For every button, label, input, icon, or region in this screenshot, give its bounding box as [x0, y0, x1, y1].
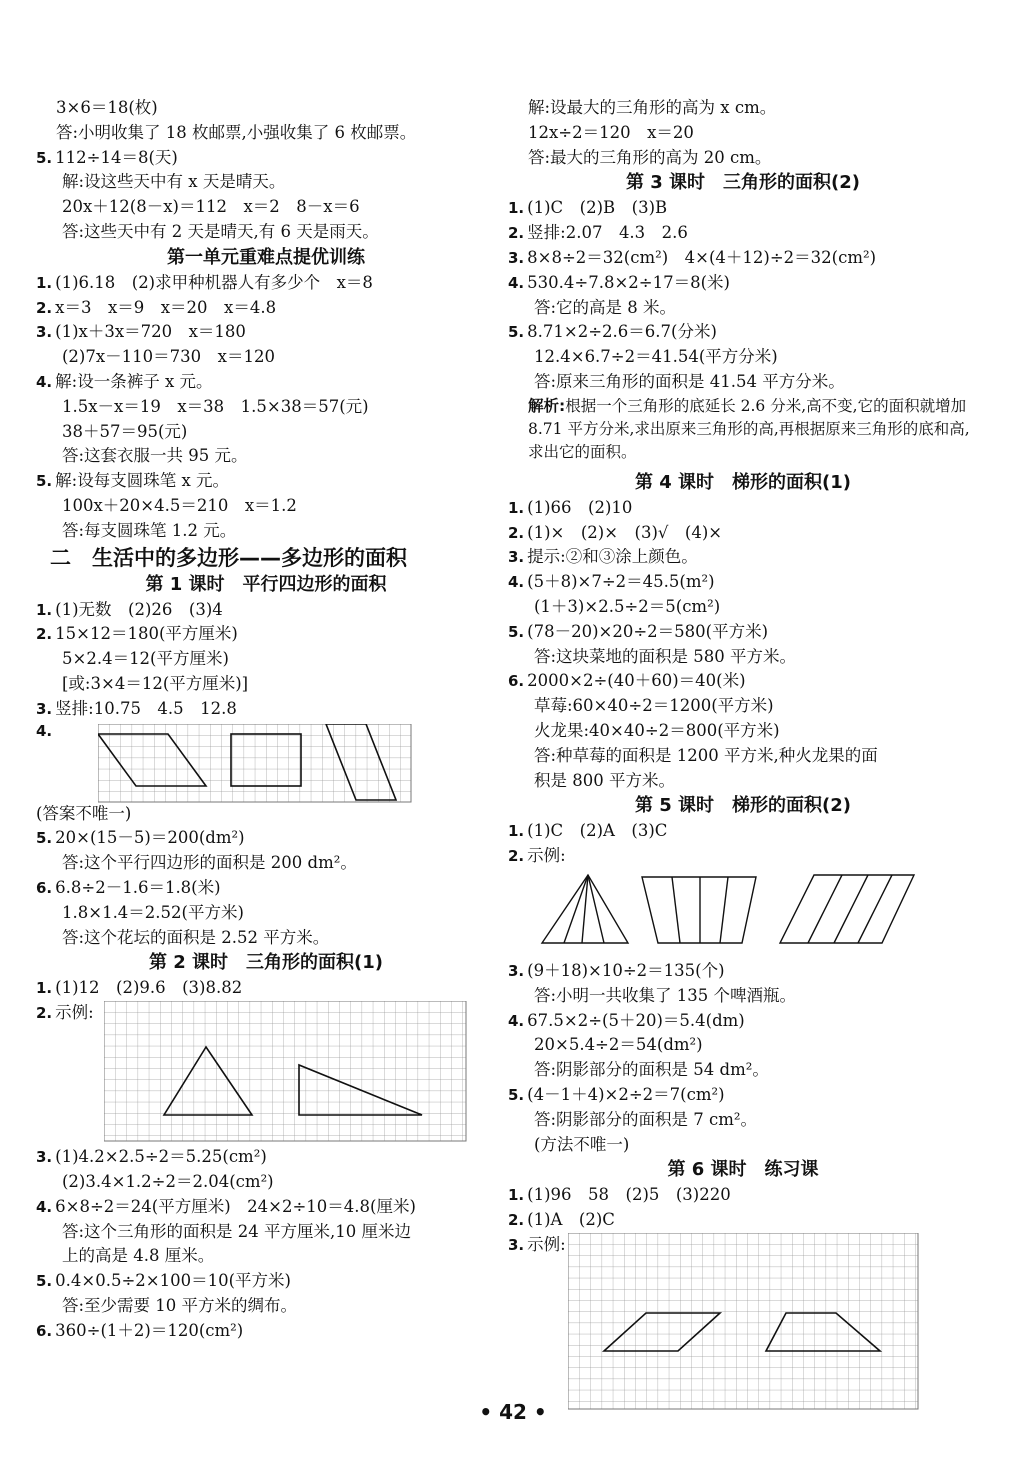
chapter-heading: 二 生活中的多边形——多边形的面积 [50, 545, 407, 570]
text-line: (方法不唯一) [534, 1134, 630, 1154]
text-line: 12x÷2＝120 x＝20 [528, 122, 694, 142]
triangle-grid-figure [104, 1001, 468, 1143]
question-number: 3. [508, 961, 525, 980]
text-line: 12.4×6.7÷2＝41.54(平方分米) [534, 347, 778, 367]
question-number: 6. [36, 1321, 53, 1340]
question-number: 4. [36, 721, 53, 740]
text-line: (1)4.2×2.5÷2＝5.25(cm²) [55, 1147, 267, 1167]
text-line: (1)C (2)A (3)C [527, 821, 668, 841]
text-line: (答案不唯一) [36, 803, 132, 823]
question-number: 4. [508, 273, 525, 292]
question-number: 4. [36, 1197, 53, 1216]
text-line: (1＋3)×2.5÷2＝5(cm²) [534, 596, 721, 616]
text-line: 答:这些天中有 2 天是晴天,有 6 天是雨天。 [62, 221, 379, 241]
text-line: 100x＋20×4.5＝210 x＝1.2 [62, 495, 297, 515]
text-line: (1)x＋3x＝720 x＝180 [55, 322, 246, 342]
text-line: 示例: [527, 1234, 566, 1254]
question-number: 5. [36, 829, 53, 848]
text-line: 1.5x－x＝19 x＝38 1.5×38＝57(元) [62, 396, 369, 416]
text-line: 112÷14＝8(天) [55, 147, 178, 167]
text-line: 草莓:60×40÷2＝1200(平方米) [534, 696, 774, 716]
text-line: 20x＋12(8－x)＝112 x＝2 8－x＝6 [62, 197, 360, 217]
question-number: 5. [36, 1272, 53, 1291]
text-line: 答:小明收集了 18 枚邮票,小强收集了 6 枚邮票。 [56, 122, 417, 142]
text-line: (1)A (2)C [527, 1210, 615, 1230]
text-line: (5＋8)×7÷2＝45.5(m²) [527, 572, 715, 592]
question-number: 5. [508, 1085, 525, 1104]
text-line: [或:3×4＝12(平方厘米)] [62, 673, 249, 693]
question-number: 6. [36, 878, 53, 897]
text-line: 15×12＝180(平方厘米) [55, 624, 238, 644]
question-number: 2. [36, 625, 53, 644]
section-heading: 第 1 课时 平行四边形的面积 [145, 573, 387, 595]
text-line: (2)3.4×1.2÷2＝2.04(cm²) [62, 1171, 274, 1191]
text-line: 提示:②和③涂上颜色。 [527, 547, 698, 567]
question-number: 1. [36, 979, 53, 998]
question-number: 5. [508, 323, 525, 342]
question-number: 3. [36, 1148, 53, 1167]
section-heading: 第 5 课时 梯形的面积(2) [634, 795, 852, 817]
text-line: 6×8÷2＝24(平方厘米) 24×2÷10＝4.8(厘米) [55, 1196, 416, 1216]
question-number: 3. [508, 548, 525, 567]
text-line: 竖排:10.75 4.5 12.8 [55, 698, 237, 718]
trapezoid-division-figure [508, 871, 978, 959]
text-line: 67.5×2÷(5＋20)＝5.4(dm) [527, 1010, 745, 1030]
text-line: 上的高是 4.8 厘米。 [62, 1246, 215, 1266]
text-line: 1.8×1.4＝2.52(平方米) [62, 902, 244, 922]
text-line: 答:小明一共收集了 135 个啤酒瓶。 [534, 985, 797, 1005]
question-number: 4. [508, 573, 525, 592]
question-number: 3. [36, 699, 53, 718]
text-line: 答:阴影部分的面积是 7 cm²。 [534, 1109, 758, 1129]
text-line: 答:阴影部分的面积是 54 dm²。 [534, 1060, 769, 1080]
text-line: (1)无数 (2)26 (3)4 [55, 599, 223, 619]
text-line: (1)96 58 (2)5 (3)220 [527, 1185, 731, 1205]
text-line: (78－20)×20÷2＝580(平方米) [527, 621, 769, 641]
section-heading: 第 2 课时 三角形的面积(1) [148, 952, 384, 974]
analysis-paragraph [508, 395, 978, 464]
text-line: 8×8÷2＝32(cm²) 4×(4＋12)÷2＝32(cm²) [527, 247, 877, 267]
text-line: 0.4×0.5÷2×100＝10(平方米) [55, 1271, 291, 1291]
section-heading: 第 3 课时 三角形的面积(2) [625, 172, 861, 194]
text-line: 答:这个三角形的面积是 24 平方厘米,10 厘米边 [62, 1221, 412, 1241]
question-number: 1. [36, 600, 53, 619]
text-line: 答:至少需要 10 平方米的绸布。 [62, 1295, 298, 1315]
question-number: 4. [508, 1011, 525, 1030]
question-number: 5. [508, 622, 525, 641]
question-number: 1. [508, 498, 525, 517]
right-column [508, 96, 978, 1413]
parallelogram-grid-figure [98, 724, 418, 804]
question-number: 6. [508, 672, 525, 691]
question-number: 3. [36, 323, 53, 342]
text-line: 530.4÷7.8×2÷17＝8(米) [527, 272, 730, 292]
question-number: 2. [508, 523, 525, 542]
question-number: 5. [36, 148, 53, 167]
question-number: 1. [508, 199, 525, 218]
question-number: 2. [36, 1004, 53, 1023]
question-number: 2. [36, 298, 53, 317]
text-line: 答:每支圆珠笔 1.2 元。 [62, 520, 237, 540]
text-line: 答:这块菜地的面积是 580 平方米。 [534, 646, 797, 666]
text-line: 360÷(1＋2)＝120(cm²) [55, 1320, 244, 1340]
text-line: 火龙果:40×40÷2＝800(平方米) [534, 720, 780, 740]
text-line: 答:它的高是 8 米。 [534, 297, 677, 317]
question-number: 2. [508, 1211, 525, 1230]
text-line: 20×5.4÷2＝54(dm²) [534, 1035, 703, 1055]
text-line: 示例: [55, 1003, 94, 1023]
text-line: x＝3 x＝9 x＝20 x＝4.8 [55, 297, 277, 317]
text-line: (1)6.18 (2)求甲种机器人有多少个 x＝8 [55, 272, 373, 292]
text-line: 20×(15－5)＝200(dm²) [55, 828, 245, 848]
question-number: 2. [508, 847, 525, 866]
text-line: 解:设每支圆珠笔 x 元。 [55, 471, 229, 491]
shape-grid-figure [568, 1233, 920, 1411]
question-number: 3. [508, 1235, 525, 1254]
text-line: 3×6＝18(枚) [56, 98, 158, 117]
analysis-text: 根据一个三角形的底延长 2.6 分米,高不变,它的面积就增加 8.71 平方分米,求出原来三角形的高,再根据原来三角形的底和高,求出它的面积。 [528, 396, 970, 461]
left-column [36, 96, 496, 1343]
text-line: 6.8÷2－1.6＝1.8(米) [55, 877, 221, 897]
question-number: 3. [508, 248, 525, 267]
text-line: 38＋57＝95(元) [62, 421, 188, 441]
question-number: 2. [508, 224, 525, 243]
text-line: 示例: [527, 846, 566, 866]
text-line: 2000×2÷(40＋60)＝40(米) [527, 671, 746, 691]
text-line: 解:设一条裤子 x 元。 [55, 371, 213, 391]
text-line: (9＋18)×10÷2＝135(个) [527, 960, 725, 980]
text-line: 答:原来三角形的面积是 41.54 平方分米。 [534, 371, 845, 391]
text-line: 解:设这些天中有 x 天是晴天。 [62, 172, 286, 192]
text-line: (4－1＋4)×2÷2＝7(cm²) [527, 1084, 725, 1104]
question-number: 5. [36, 472, 53, 491]
text-line: 答:种草莓的面积是 1200 平方米,种火龙果的面 [534, 745, 878, 765]
text-line: 答:这套衣服一共 95 元。 [62, 446, 248, 466]
text-line: 竖排:2.07 4.3 2.6 [527, 223, 688, 243]
text-line: 积是 800 平方米。 [534, 770, 675, 790]
text-line: 答:这个平行四边形的面积是 200 dm²。 [62, 853, 357, 873]
analysis-label: 解析: [528, 396, 566, 415]
text-line: (2)7x－110＝730 x＝120 [62, 347, 275, 367]
text-line: (1)66 (2)10 [527, 497, 633, 517]
question-number: 1. [36, 273, 53, 292]
text-line: 答:这个花坛的面积是 2.52 平方米。 [62, 927, 330, 947]
section-heading: 第一单元重难点提优训练 [167, 246, 365, 268]
text-line: 8.71×2÷2.6＝6.7(分米) [527, 322, 717, 342]
text-line: 解:设最大的三角形的高为 x cm。 [528, 98, 777, 117]
question-number: 1. [508, 822, 525, 841]
text-line: 5×2.4＝12(平方厘米) [62, 649, 229, 669]
text-line: (1)× (2)× (3)√ (4)× [527, 522, 723, 542]
text-line: 答:最大的三角形的高为 20 cm。 [528, 147, 772, 167]
section-heading: 第 6 课时 练习课 [667, 1159, 819, 1181]
question-number: 1. [508, 1186, 525, 1205]
text-line: (1)12 (2)9.6 (3)8.82 [55, 978, 243, 998]
text-line: (1)C (2)B (3)B [527, 198, 668, 218]
question-number: 4. [36, 372, 53, 391]
page-number: • 42 • [479, 1400, 547, 1424]
section-heading: 第 4 课时 梯形的面积(1) [634, 471, 852, 493]
